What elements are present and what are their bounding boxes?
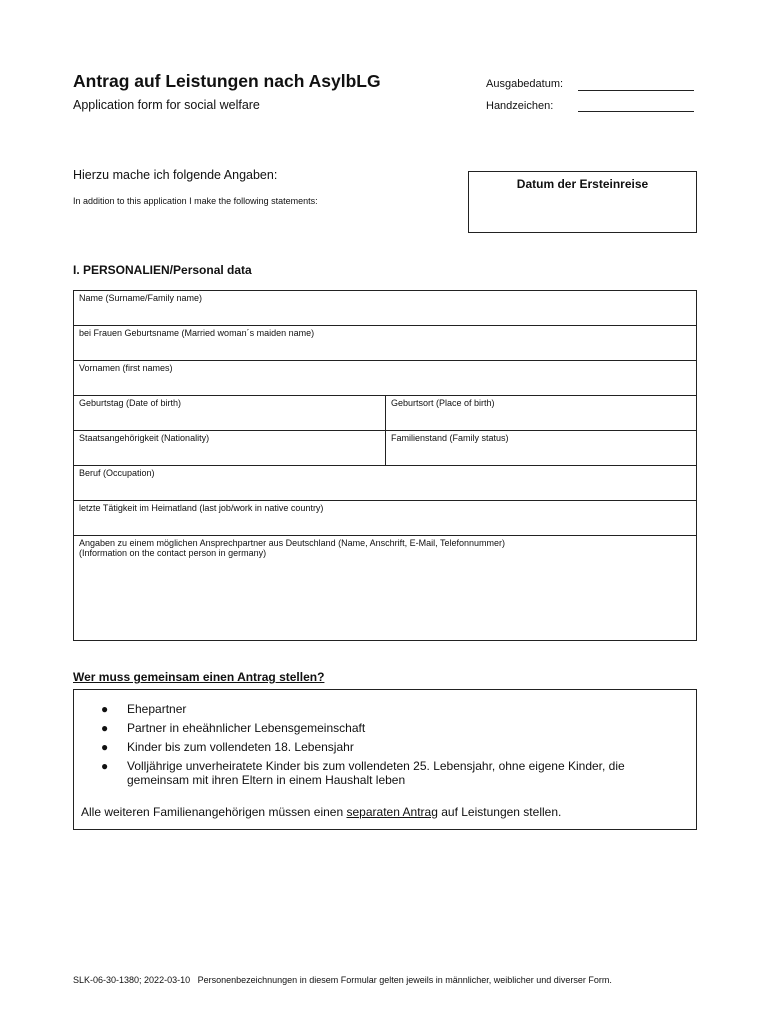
bullet-icon: ● [101,759,109,773]
issue-date-label: Ausgabedatum: [486,78,564,90]
form-title: Antrag auf Leistungen nach AsylbLG [73,71,381,91]
who-list [99,702,679,792]
date-of-birth-field[interactable]: Geburtstag (Date of birth) [74,396,386,430]
personal-data-table [73,290,697,641]
initials-label: Handzeichen: [486,100,554,112]
first-names-row[interactable] [74,361,696,396]
contact-label-de: Angaben zu einem möglichen Ansprechpartner aus Deutschland (Name, Anschrift, E-Mail, Telefonnummer) [79,538,506,548]
intro-statement-en: In addition to this application I make the following statements: [73,196,318,206]
list-item [99,721,679,735]
maiden-name-row[interactable] [74,326,696,361]
gender-note: Personenbezeichnungen in diesem Formular gelten jeweils in männlicher, weiblicher und diverser Form. [197,975,612,985]
birth-row [74,396,696,431]
bullet-icon: ● [101,721,109,735]
form-subtitle: Application form for social welfare [73,98,260,112]
list-item-text: Volljährige unverheiratete Kinder bis zum vollendeten 25. Lebensjahr, ohne eigene Kinder, die gemeinsam mit ihren Eltern in einem Haushalt leben [127,759,625,787]
maiden-name-field[interactable]: bei Frauen Geburtsname (Married woman´s maiden name) [79,328,315,338]
entry-date-box[interactable] [468,171,697,233]
list-item [99,759,679,787]
list-item-text: Ehepartner [127,702,187,716]
list-item [99,740,679,754]
separate-application-note [81,805,561,819]
personal-section-title: I. PERSONALIEN/Personal data [73,263,252,277]
note-emphasis: separaten Antrag [346,805,438,819]
bullet-icon: ● [101,740,109,754]
place-of-birth-field[interactable]: Geburtsort (Place of birth) [391,398,495,408]
form-code: SLK-06-30-1380; 2022-03-10 [73,975,191,985]
name-field[interactable]: Name (Surname/Family name) [79,293,203,303]
intro-statement-de: Hierzu mache ich folgende Angaben: [73,168,278,182]
name-row[interactable] [74,291,696,326]
note-text-pre: Alle weiteren Familienangehörigen müssen einen [81,805,347,819]
list-item [99,702,679,716]
initials-field[interactable] [578,99,694,112]
list-item-text: Partner in eheähnlicher Lebensgemeinschaft [127,721,366,735]
contact-person-field[interactable] [74,536,696,640]
issue-date-field[interactable] [578,78,694,91]
bullet-icon: ● [101,702,109,716]
contact-row[interactable] [74,536,696,640]
family-status-field[interactable]: Familienstand (Family status) [391,433,509,443]
status-row [74,431,696,466]
last-job-field[interactable]: letzte Tätigkeit im Heimatland (last job/work in native country) [79,503,324,513]
list-item-text: Kinder bis zum vollendeten 18. Lebensjahr [127,740,354,754]
first-names-field[interactable]: Vornamen (first names) [79,363,173,373]
footer [73,975,612,985]
last-job-row[interactable] [74,501,696,536]
who-must-apply-box [73,689,697,830]
nationality-field[interactable]: Staatsangehörigkeit (Nationality) [74,431,386,465]
occupation-field[interactable]: Beruf (Occupation) [79,468,155,478]
contact-label-en: (Information on the contact person in germany) [79,548,267,558]
entry-date-label: Datum der Ersteinreise [516,177,649,191]
who-must-apply-title: Wer muss gemeinsam einen Antrag stellen? [73,670,325,684]
note-text-post: auf Leistungen stellen. [437,805,562,819]
occupation-row[interactable] [74,466,696,501]
